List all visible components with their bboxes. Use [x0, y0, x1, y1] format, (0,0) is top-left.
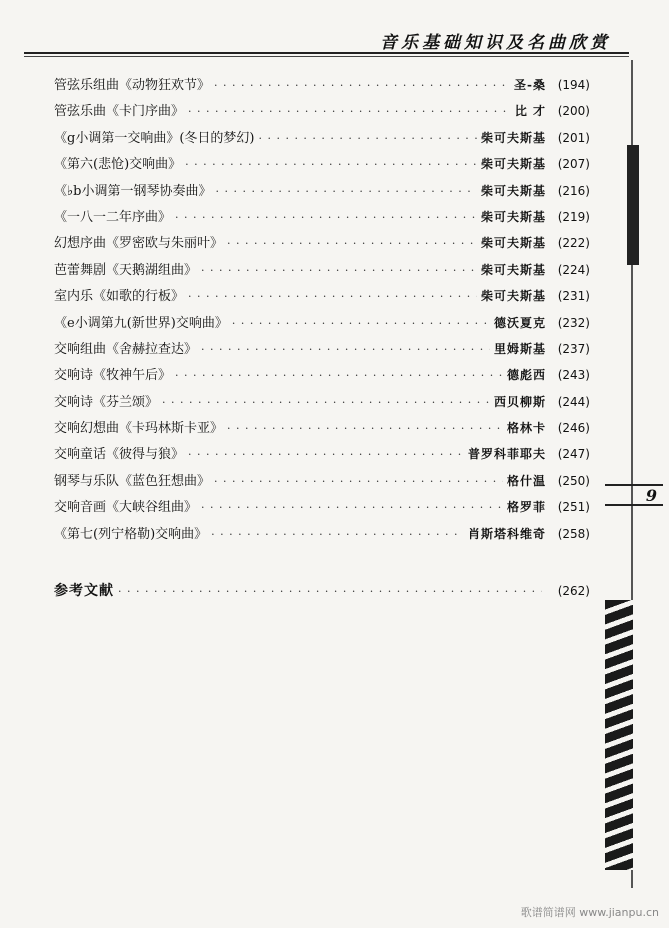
entry-page: (243): [557, 368, 590, 383]
entry-title: 室内乐《如歌的行板》: [54, 289, 185, 305]
entry-title: 管弦乐曲《卡门序曲》: [54, 104, 185, 120]
dot-leader: [227, 237, 477, 250]
entry-composer: 德沃夏克: [493, 315, 546, 330]
entry-page: (219): [557, 209, 590, 224]
entry-title: 《g小调第一交响曲》(冬日的梦幻): [54, 130, 255, 146]
thumb-tab: [627, 145, 639, 265]
dot-leader: [118, 585, 542, 598]
entry-page: (231): [557, 289, 590, 304]
dot-leader: [211, 528, 464, 541]
entry-composer: 柴可夫斯基: [480, 183, 546, 198]
dot-leader: [227, 422, 503, 435]
entry-page: (251): [557, 500, 590, 515]
entry-composer: 柴可夫斯基: [480, 157, 546, 172]
dot-leader: [185, 158, 477, 171]
dot-leader: [232, 317, 490, 330]
entry-composer: 肖斯塔科维奇: [467, 526, 546, 541]
toc-entry: [54, 364, 590, 390]
header-rule: [24, 52, 629, 54]
dot-leader: [162, 396, 490, 409]
toc-entry: [54, 74, 590, 100]
entry-title: 幻想序曲《罗密欧与朱丽叶》: [54, 236, 224, 252]
toc-entry: [54, 285, 590, 311]
entry-page: (250): [557, 473, 590, 488]
entry-composer: 德彪西: [506, 368, 546, 383]
dot-leader: [201, 501, 503, 514]
dot-leader: [188, 290, 477, 303]
toc-entry: [54, 470, 590, 496]
toc-entry: [54, 232, 590, 258]
entry-page: (237): [557, 341, 590, 356]
entry-page: (247): [557, 447, 590, 462]
entry-title: 钢琴与乐队《蓝色狂想曲》: [54, 473, 211, 489]
entry-page: (194): [557, 78, 590, 92]
toc-entry: [54, 338, 590, 364]
entry-page: (224): [557, 262, 590, 277]
entry-composer: 普罗科菲耶夫: [467, 447, 546, 462]
toc-entry: [54, 180, 590, 206]
entry-composer: 圣-桑: [514, 78, 546, 92]
entry-title: 交响童话《彼得与狼》: [54, 447, 185, 463]
entry-title: 交响幻想曲《卡玛林斯卡亚》: [54, 421, 224, 437]
entry-composer: 比 才: [514, 104, 546, 119]
toc-entry: [54, 523, 590, 549]
toc-entry: [54, 100, 590, 126]
header-rule-thin: [24, 56, 629, 57]
entry-composer: 柴可夫斯基: [480, 209, 546, 224]
toc-entry: [54, 153, 590, 179]
toc-entry: [54, 496, 590, 522]
page-number: 9: [605, 484, 663, 506]
entry-title: 芭蕾舞剧《天鹅湖组曲》: [54, 262, 198, 278]
dot-leader: [175, 211, 477, 224]
toc-entry: [54, 312, 590, 338]
entry-page: (232): [557, 315, 590, 330]
toc-entry: [54, 206, 590, 232]
entry-page: (244): [557, 394, 590, 409]
running-header: 音乐基础知识及名曲欣赏: [380, 33, 611, 53]
toc-entry: [54, 391, 590, 417]
entry-composer: 里姆斯基: [493, 341, 546, 356]
toc-entry: [54, 259, 590, 285]
entry-page: (207): [557, 157, 590, 172]
entry-page: (258): [557, 526, 590, 541]
dot-leader: [215, 185, 477, 198]
toc-entry: [54, 443, 590, 469]
entry-composer: 格林卡: [506, 421, 546, 436]
entry-title: 《e小调第九(新世界)交响曲》: [54, 315, 228, 331]
dot-leader: [258, 132, 477, 145]
entry-composer: 柴可夫斯基: [480, 262, 546, 277]
references-title: 参考文献: [54, 583, 114, 599]
entry-composer: 柴可夫斯基: [480, 236, 546, 251]
dot-leader: [201, 343, 490, 356]
toc-entry: [54, 417, 590, 443]
entry-page: (246): [557, 421, 590, 436]
references-entry: [54, 580, 590, 600]
entry-composer: 西贝柳斯: [493, 394, 546, 409]
entry-page: (201): [557, 130, 590, 145]
entry-page: (216): [557, 183, 590, 198]
toc-entry: [54, 127, 590, 153]
entry-title: 《一八一二年序曲》: [54, 209, 172, 225]
entry-composer: 柴可夫斯基: [480, 130, 546, 145]
entry-page: (200): [557, 104, 590, 119]
entry-title: 交响音画《大峡谷组曲》: [54, 500, 198, 516]
dot-leader: [214, 79, 510, 92]
watermark: 歌谱简谱网 www.jianpu.cn: [520, 906, 659, 919]
entry-title: 《♭b小调第一钢琴协奏曲》: [54, 183, 212, 199]
entry-page: (222): [557, 236, 590, 251]
dot-leader: [188, 105, 511, 118]
entry-title: 管弦乐组曲《动物狂欢节》: [54, 78, 211, 93]
entry-composer: 柴可夫斯基: [480, 289, 546, 304]
dot-leader: [201, 264, 477, 277]
entry-title: 交响诗《牧神午后》: [54, 368, 172, 384]
edge-stripes: [605, 600, 633, 870]
entry-composer: 格罗菲: [506, 500, 546, 515]
dot-leader: [214, 475, 503, 488]
entry-title: 《第七(列宁格勒)交响曲》: [54, 526, 208, 542]
entry-composer: 格什温: [506, 473, 546, 488]
dot-leader: [188, 448, 464, 461]
entry-title: 《第六(悲怆)交响曲》: [54, 157, 182, 173]
references-page: (262): [557, 584, 590, 598]
entry-title: 交响诗《芬兰颂》: [54, 394, 159, 410]
entry-title: 交响组曲《舍赫拉查达》: [54, 341, 198, 357]
dot-leader: [175, 369, 503, 382]
table-of-contents: [54, 74, 590, 549]
